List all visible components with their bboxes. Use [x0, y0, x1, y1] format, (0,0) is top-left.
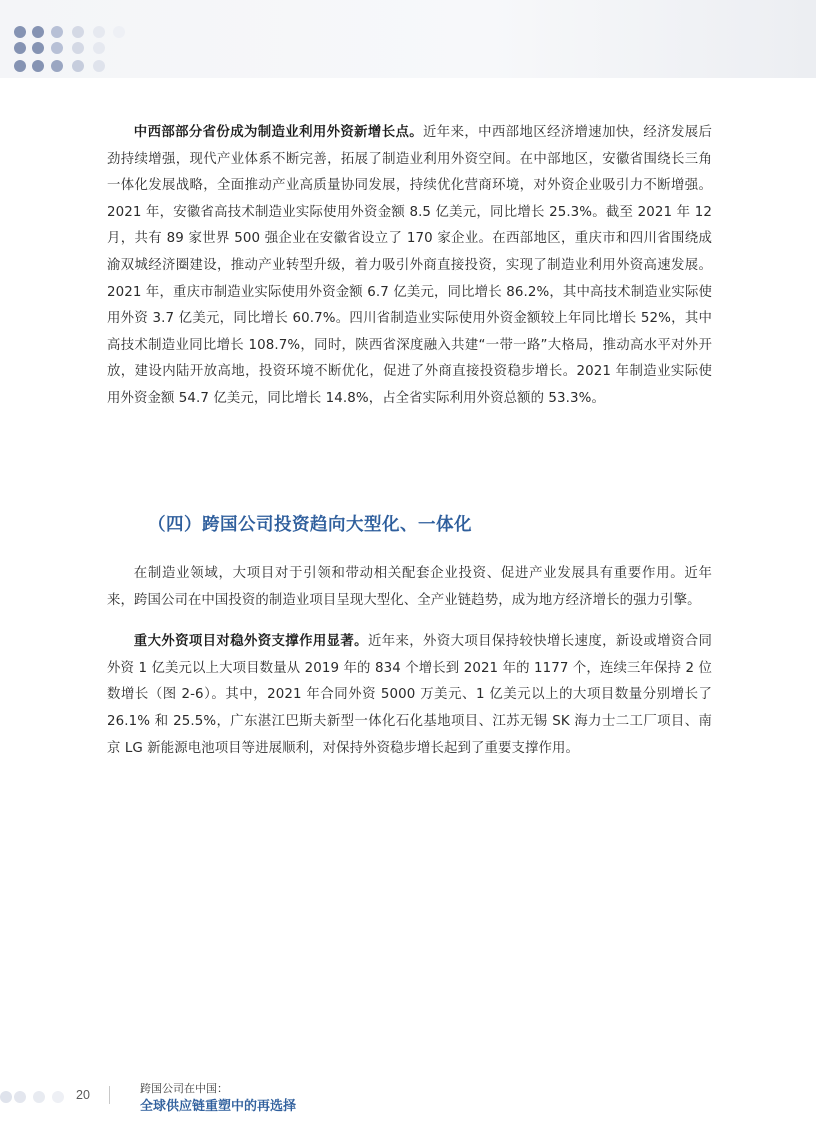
paragraph-large-projects-intro: 在制造业领域，大项目对于引领和带动相关配套企业投资、促进产业发展具有重要作用。近年来，跨国公司在中国投资的制造业项目呈现大型化、全产业链趋势，成为地方经济增长的强力引擎。	[107, 566, 712, 608]
decorative-dot	[33, 1091, 45, 1103]
decorative-dot	[93, 60, 105, 72]
decorative-dot	[93, 42, 105, 54]
decorative-dot	[51, 26, 63, 38]
section-title: （四）跨国公司投资趋向大型化、一体化	[148, 515, 472, 535]
decorative-dot	[72, 26, 84, 38]
decorative-dot	[32, 26, 44, 38]
decorative-dot	[0, 1091, 12, 1103]
decorative-dot	[93, 26, 105, 38]
section-content	[107, 561, 712, 762]
decorative-dot	[52, 1091, 64, 1103]
decorative-dot	[72, 60, 84, 72]
paragraph-lead: 重大外资项目对稳外资支撑作用显著。	[133, 634, 368, 650]
footer-book-title: 跨国公司在中国：	[140, 1082, 228, 1095]
paragraph-central-western	[107, 120, 712, 413]
paragraph-body: 近年来，中西部地区经济增速加快，经济发展后劲持续增强，现代产业体系不断完善，拓展了制造业利用外资空间。在中部地区，安徽省围绕长三角一体化发展战略，全面推动产业高质量协同发展，持续优化营商环境，对外资企业吸引力不断增强。2021 年，安徽省高技术制造业实际使用外资金额 8.5 亿美元，同比增长 25.3%。截至 2021 年 12 月，共有 89 家世界 500 强企业在安徽省设立了 170 家企业。在西部地区，重庆市和四川省围绕成渝双城经济圈建设，推动产业转型升级，着力吸引外商直接投资，实现了制造业利用外资高速发展。2021 年，重庆市制造业实际使用外资金额 6.7 亿美元，同比增长 86.2%，其中高技术制造业实际使用外资 3.7 亿美元，同比增长 60.7%。四川省制造业实际使用外资金额较上年同比增长 52%，其中高技术制造业同比增长 108.7%，同时，陕西省深度融入共建“一带一路”大格局，推动高水平对外开放，建设内陆开放高地，投资环境不断优化，促进了外商直接投资稳步增长。2021 年制造业实际使用外资金额 54.7 亿美元，同比增长 14.8%，占全省实际利用外资总额的 53.3%。	[107, 125, 712, 406]
paragraph-major-projects	[107, 629, 712, 762]
paragraph-body: 近年来，外资大项目保持较快增长速度，新设或增资合同外资 1 亿美元以上大项目数量从 2019 年的 834 个增长到 2021 年的 1177 个，连续三年保持 2 位数增长（图 2-6）。其中，2021 年合同外资 5000 万美元、1 亿美元以上的大项目数量分别增长了 26.1% 和 25.5%，广东湛江巴斯夫新型一体化石化基地项目、江苏无锡 SK 海力士二工厂项目、南京 LG 新能源电池项目等进展顺利，对保持外资稳步增长起到了重要支撑作用。	[107, 634, 713, 756]
decorative-dot	[51, 60, 63, 72]
page-number: 20	[76, 1088, 90, 1102]
main-content	[107, 120, 712, 413]
decorative-dot	[14, 60, 26, 72]
decorative-dot	[32, 60, 44, 72]
decorative-dot	[14, 1091, 26, 1103]
header-band	[0, 0, 816, 78]
decorative-dot	[72, 42, 84, 54]
footer-divider	[109, 1086, 110, 1104]
decorative-dot	[14, 26, 26, 38]
decorative-dot	[32, 42, 44, 54]
decorative-dot	[14, 42, 26, 54]
decorative-dot	[113, 26, 125, 38]
paragraph-lead: 中西部部分省份成为制造业利用外资新增长点。	[133, 125, 424, 140]
footer-book-subtitle: 全球供应链重塑中的再选择	[140, 1099, 297, 1114]
decorative-dot	[51, 42, 63, 54]
